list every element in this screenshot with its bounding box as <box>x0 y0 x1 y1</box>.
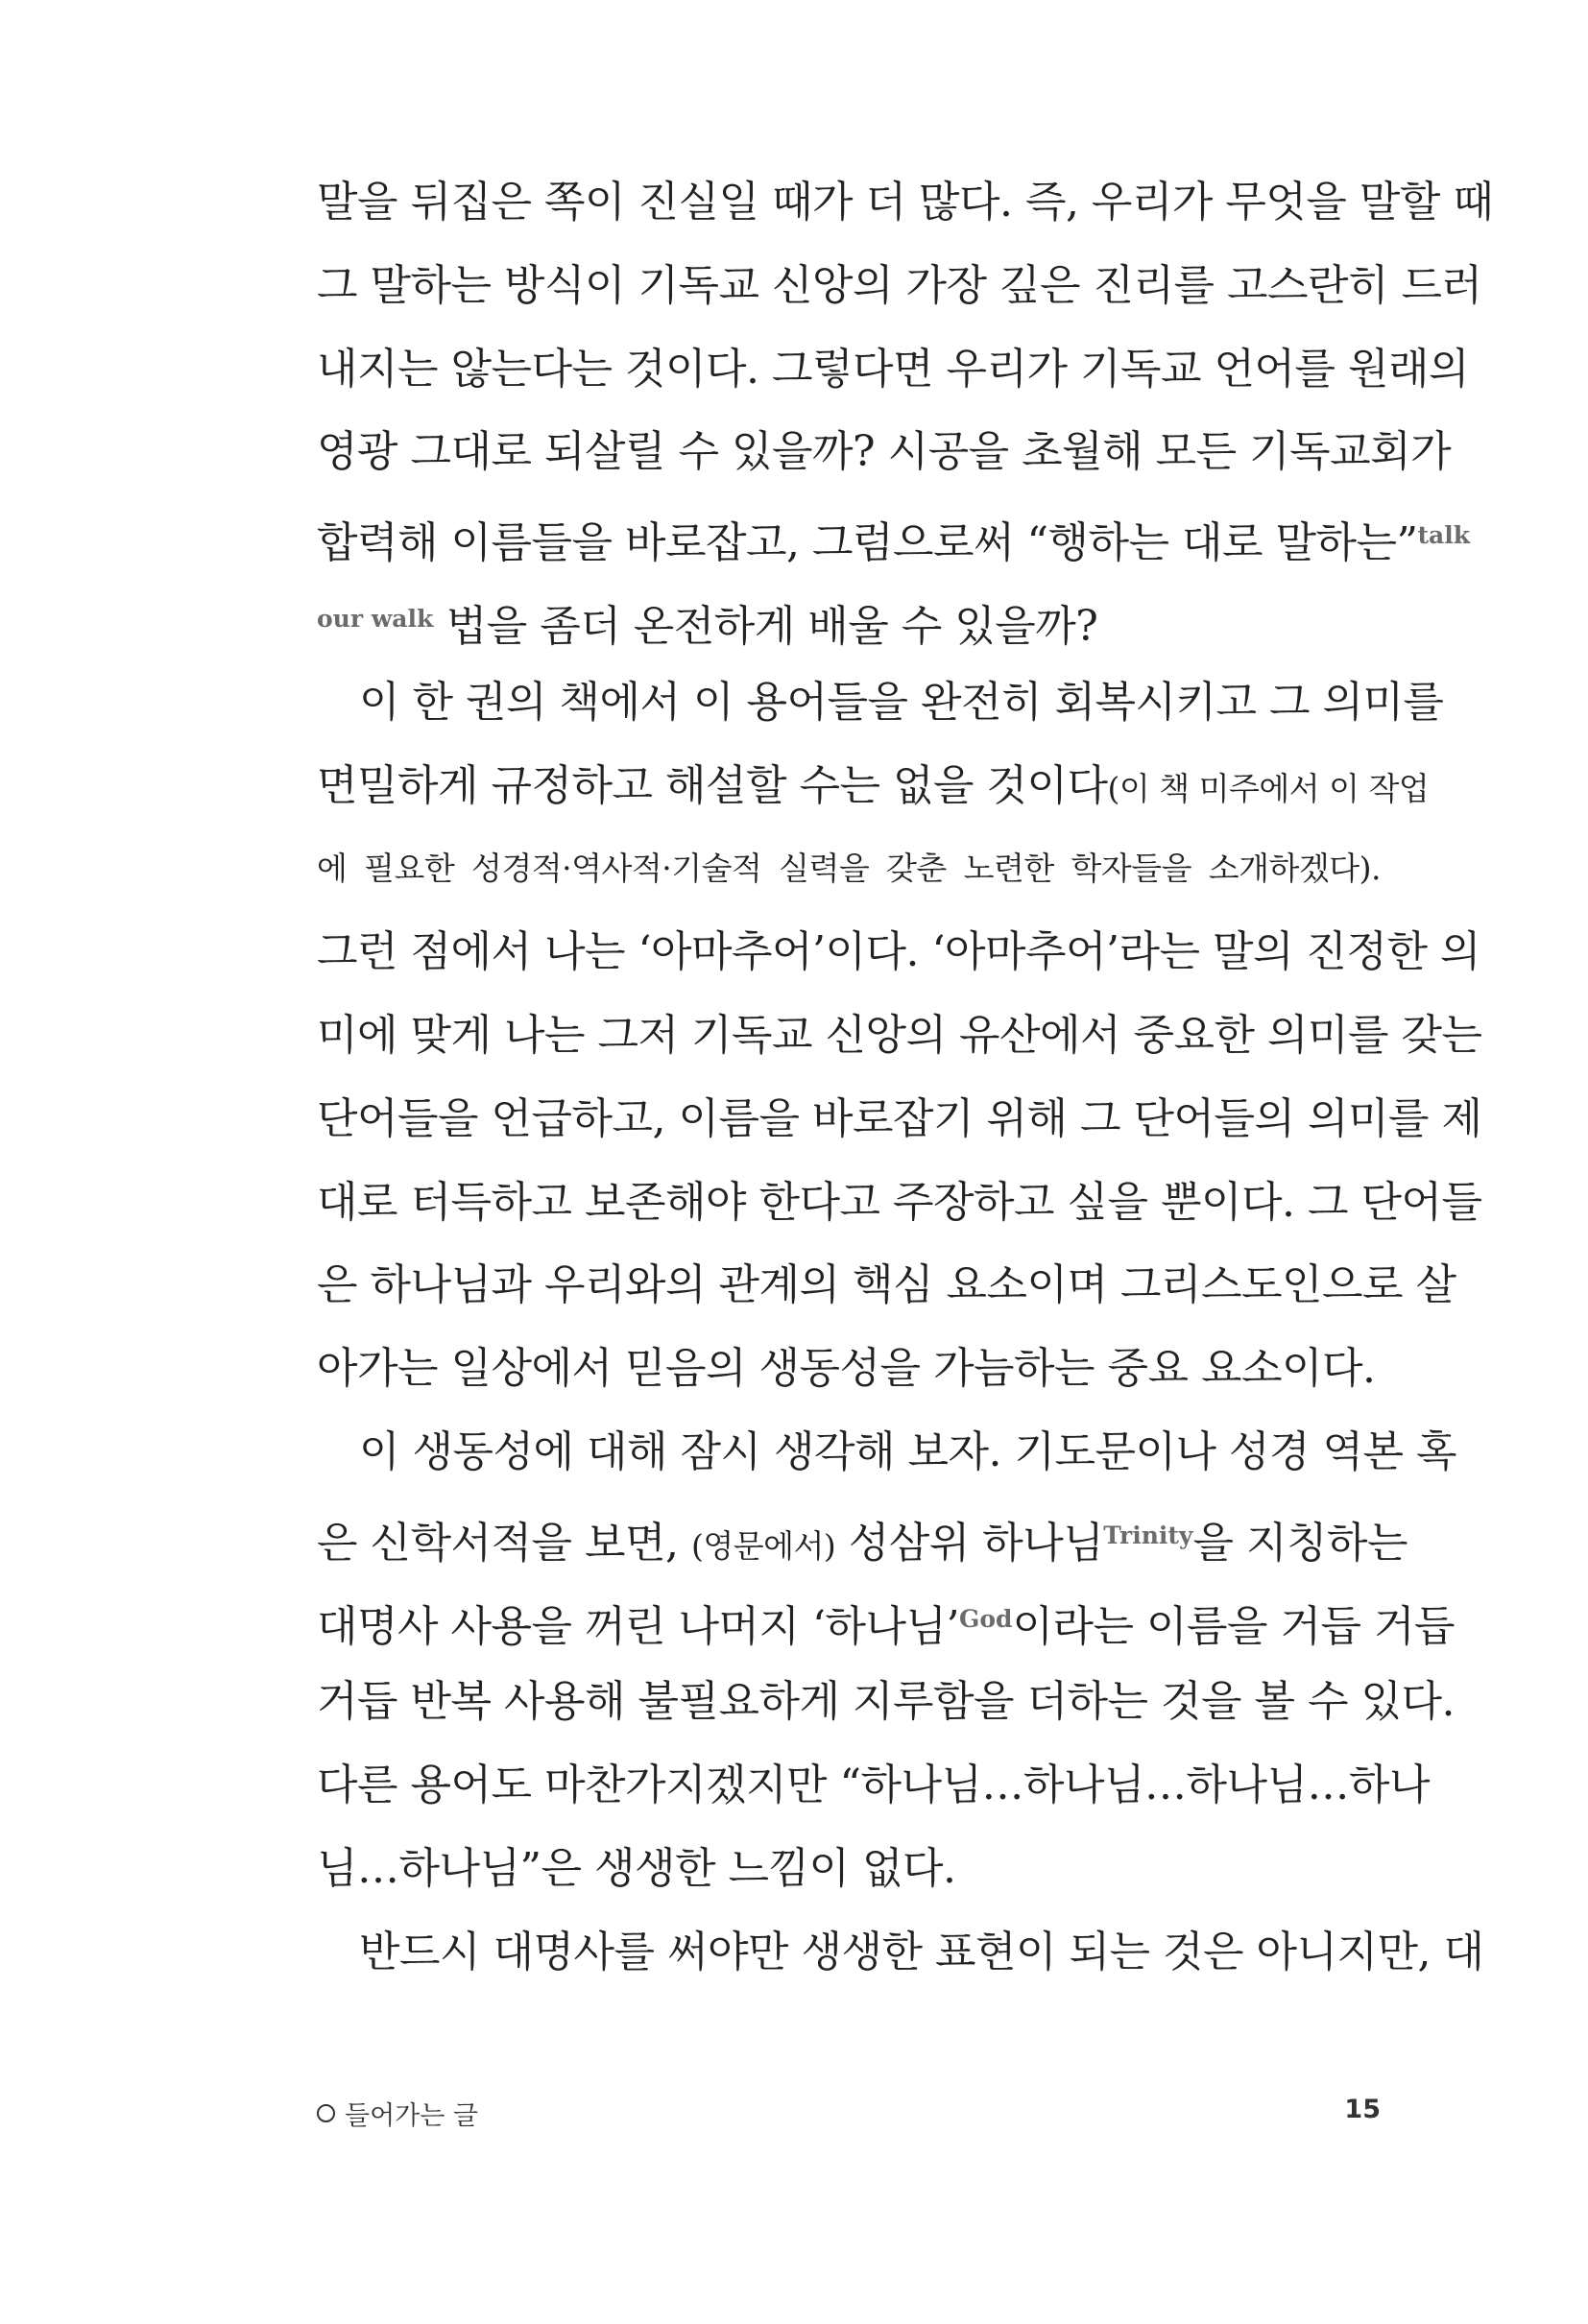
text-line <box>317 1495 1408 1578</box>
gloss-english: our walk <box>317 604 434 633</box>
paragraph-end-line: 아가는 일상에서 믿음의 생동성을 가늠하는 중요 요소이다. <box>317 1344 1376 1394</box>
text-line <box>317 1578 1455 1662</box>
text-line: 미에 맞게 나는 그저 기독교 신앙의 유산에서 중요한 의미를 갖는 <box>317 1010 1482 1060</box>
section-title: 들어가는 글 <box>345 2101 478 2131</box>
page-number: 15 <box>1344 2095 1381 2124</box>
text-run: 합력해 이름들을 바로잡고, 그럼으로써 “행하는 대로 말하는” <box>317 517 1418 567</box>
gloss-english: Trinity <box>1103 1521 1193 1549</box>
text-line: 다른 용어도 마찬가지겠지만 “하나님…하나님…하나님…하나 <box>317 1761 1431 1810</box>
text-line <box>317 745 1430 828</box>
text-run: 을 지칭하는 <box>1192 1518 1408 1568</box>
body-text <box>317 161 1494 1995</box>
paragraph-end-line: 님…하나님”은 생생한 느낌이 없다. <box>317 1843 956 1893</box>
gloss-english: God <box>958 1604 1013 1633</box>
parenthetical-note: (이 책 미주에서 이 작업 <box>1107 769 1430 807</box>
text-line <box>317 578 1381 661</box>
gloss-english: talk <box>1417 521 1471 550</box>
paragraph-start-line: 반드시 대명사를 써야만 생생한 표현이 되는 것은 아니지만, 대 <box>359 1927 1484 1977</box>
text-line: 거듭 반복 사용해 불필요하게 지루함을 더하는 것을 볼 수 있다. <box>317 1677 1455 1727</box>
text-line: 은 하나님과 우리와의 관계의 핵심 요소이며 그리스도인으로 살 <box>317 1260 1456 1310</box>
page-footer <box>317 2095 1381 2137</box>
text-run: 성삼위 하나님 <box>835 1518 1104 1568</box>
text-line: 내지는 않는다는 것이다. 그렇다면 우리가 기독교 언어를 원래의 <box>317 344 1469 394</box>
text-line: 단어들을 언급하고, 이름을 바로잡기 위해 그 단어들의 의미를 제 <box>317 1093 1482 1143</box>
text-line: 그 말하는 방식이 기독교 신앙의 가장 깊은 진리를 고스란히 드러 <box>317 260 1482 310</box>
text-run: 면밀하게 규정하고 해설할 수는 없을 것이다 <box>317 760 1108 810</box>
text-run: 이라는 이름을 거듭 거듭 <box>1012 1601 1455 1651</box>
section-label <box>317 2095 478 2132</box>
text-run: 은 신학서적을 보면, <box>317 1518 691 1568</box>
text-line: 대로 터득하고 보존해야 한다고 주장하고 싶을 뿐이다. 그 단어들 <box>317 1177 1482 1227</box>
parenthetical-note: (영문에서) <box>690 1526 836 1565</box>
text-line: 말을 뒤집은 쪽이 진실일 때가 더 많다. 즉, 우리가 무엇을 말할 때 <box>317 178 1494 227</box>
paragraph-start-line: 이 생동성에 대해 잠시 생각해 보자. 기도문이나 성경 역본 혹 <box>359 1426 1456 1476</box>
text-line <box>317 494 1471 578</box>
text-line: 영광 그대로 되살릴 수 있을까? 시공을 초월해 모든 기독교회가 <box>317 427 1452 477</box>
text-run: 법을 좀더 온전하게 배울 수 있을까? <box>433 601 1098 651</box>
paragraph-start-line: 이 한 권의 책에서 이 용어들을 완전히 회복시키고 그 의미를 <box>359 677 1444 727</box>
circle-icon <box>317 2104 335 2122</box>
text-line: 그런 점에서 나는 ‘아마추어’이다. ‘아마추어’라는 말의 진정한 의 <box>317 927 1480 977</box>
text-run: 대명사 사용을 꺼린 나머지 ‘하나님’ <box>317 1601 959 1651</box>
parenthetical-note-line: 에 필요한 성경적·역사적·기술적 실력을 갖춘 노련한 학자들을 소개하겠다). <box>317 850 1381 888</box>
